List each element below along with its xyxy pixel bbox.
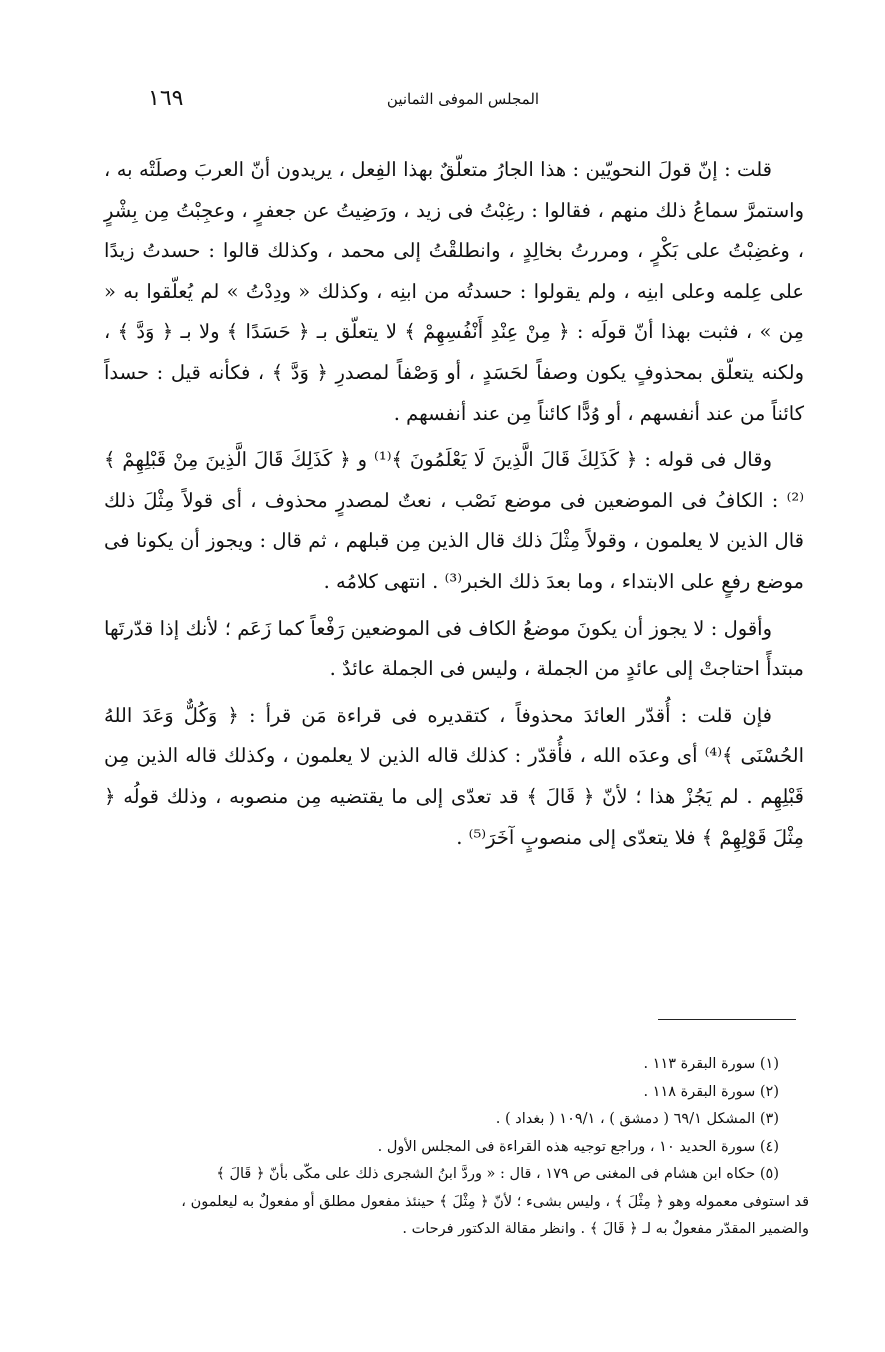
footnote-5-continuation-1: قد استوفى معموله وهو ﴿ مِثْلَ ﴾ ، وليس بشىء ؛ لأنّ ﴿ مِثْلَ ﴾ حينئذ مفعول مطلق أو مفعولٌ به ليعلمون ، <box>181 1193 809 1210</box>
chapter-title: المجلس الموفى الثمانين <box>386 90 540 108</box>
footnote-3: (٣) المشكل ٦٩/١ ( دمشق ) ، ١٠٩/١ ( بغداد ) . <box>495 1111 779 1127</box>
paragraph-4: فإن قلت : أُقدّر العائدَ محذوفاً ، كتقديره فى قراءة مَن قرأ : ﴿ وَكُلٌّ وَعَدَ اللهُ الحُسْنَى ﴾⁽⁴⁾ أى وعدَه الله ، فأُقدّر : كذلك قاله الذين لا يعلمون ، وكذلك قاله الذين مِن قَبْلِهِم . لم يَجُزْ هذا ؛ لأنّ ﴿ قَالَ ﴾ قد تعدّى إلى ما يقتضيه مِن منصوبه ، وذلك قولُه ﴿ مِثْلَ قَوْلِهِمْ ﴾ فلا يتعدّى إلى منصوبٍ آخَرَ⁽⁵⁾ . <box>104 703 804 849</box>
paragraph-1: قلت : إنّ قولَ النحويّين : هذا الجارُ متعلّقٌ بهذا الفِعل ، يريدون أنّ العربَ وصلَتْه به ، واستمرَّ سماعُ ذلك منهم ، فقالوا : رغِبْتُ فى زيد ، ورَضِيتُ عن جعفرٍ ، وعجِبْتُ مِن بِشْرٍ ، وغضِبْتُ على بَكْرٍ ، ومررتُ بخالِدٍ ، وانطلقْتُ إلى محمد ، وكذلك قالوا : حسدتُ زيدًا على عِلمه وعلى ابنِه ، ولم يقولوا : حسدتُه من ابنِه ، وكذلك « ودِدْتُ » لم يُعلّقوا به « مِن » ، فثبت بهذا أنّ قولَه : ﴿ مِنْ عِنْدِ أَنْفُسِهِمْ ﴾ لا يتعلّق بـ ﴿ حَسَدًا ﴾ ولا بـ ﴿ وَدَّ ﴾ ، ولكنه يتعلّق بمحذوفٍ يكون وصفاً لحَسَدٍ ، أو وَصْفاً لمصدرِ ﴿ وَدَّ ﴾ ، فكأنه قيل : حسداً كائناً من عند أنفسهم ، أو وُدًّا كائناً مِن عند أنفسهم . <box>104 158 804 425</box>
footnote-1: (١) سورة البقرة ١١٣ . <box>643 1056 779 1072</box>
footnote-2: (٢) سورة البقرة ١١٨ . <box>643 1083 779 1100</box>
footnote-divider <box>658 1019 796 1020</box>
main-text <box>104 150 804 858</box>
footnote-5: (٥) حكاه ابن هشام فى المغنى ص ١٧٩ ، قال : « وردَّ ابنُ الشجرى ذلك على مكّى بأنّ ﴿ قَالَ ﴾ <box>216 1166 779 1182</box>
page-number: ١٦٩ <box>148 86 184 111</box>
running-header <box>118 86 808 116</box>
footnote-4: (٤) سورة الحديد ١٠ ، وراجع توجيه هذه القراءة فى المجلس الأول . <box>377 1138 779 1155</box>
footnote-5-continuation-2: والضمير المقدّر مفعولٌ به لـ ﴿ قَالَ ﴾ . وانظر مقالة الدكتور فرحات . <box>402 1221 809 1237</box>
footnotes <box>104 1051 809 1244</box>
paragraph-2: وقال فى قوله : ﴿ كَذَلِكَ قَالَ الَّذِينَ لَا يَعْلَمُونَ ﴾⁽¹⁾ و ﴿ كَذَلِكَ قَالَ الَّذِينَ مِنْ قَبْلِهِمْ ﴾⁽²⁾ : الكافُ فى الموضعين فى موضع نَصْب ، نعتٌ لمصدرٍ محذوف ، أى قولاً مِثْلَ ذلك قال الذين لا يعلمون ، وقولاً مِثْلَ ذلك قال الذين مِن قبلهم ، ثم قال : ويجوز أن يكونا فى موضع رفعٍ على الابتداء ، وما بعدَ ذلك الخبر⁽³⁾ . انتهى كلامُه . <box>104 448 804 593</box>
paragraph-3: وأقول : لا يجوز أن يكونَ موضعُ الكاف فى الموضعين رَفْعاً كما زَعَم ؛ لأنك إذا قدّرتَها مبتدأً احتاجتْ إلى عائدٍ من الجملة ، وليس فى الجملة عائدٌ . <box>104 616 804 681</box>
